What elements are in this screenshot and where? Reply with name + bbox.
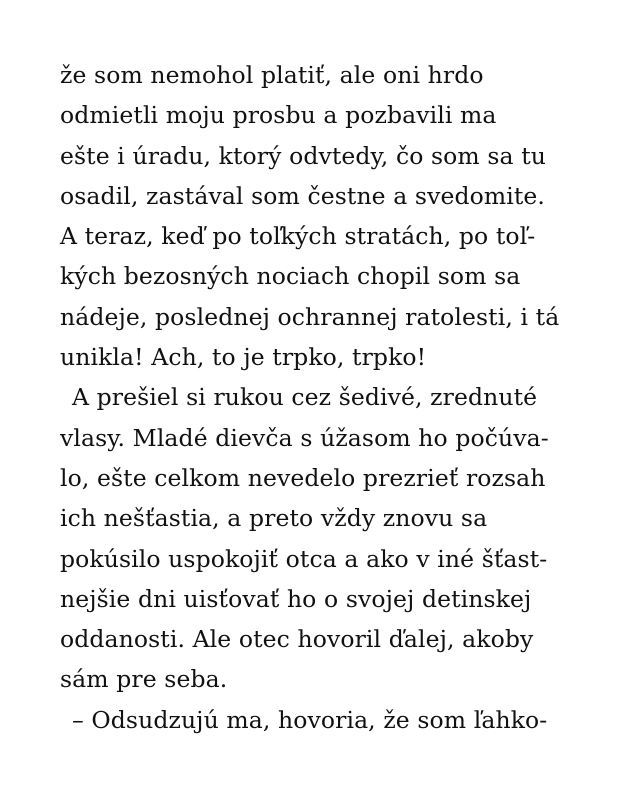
text-line: oddanosti. Ale otec hovoril ďalej, akoby [60,625,534,654]
text-line: sám pre seba. [60,665,228,694]
text-line: A teraz, keď po toľkých stratách, po toľ- [60,222,536,251]
paragraph-start-line: A prešiel si rukou cez šedivé, zrednuté [72,383,538,412]
text-line: odmietli moju prosbu a pozbavili ma [60,101,497,130]
text-line: ich nešťastia, a preto vždy znovu sa [60,504,488,533]
text-line: nejšie dni uisťovať ho o svojej detinskej [60,584,532,613]
text-line: pokúsilo uspokojiť otca a ako v iné šťast- [60,544,548,573]
dialogue-start-line: – Odsudzujú ma, hovoria, že som ľahko- [72,705,548,734]
text-line: vlasy. Mladé dievča s úžasom ho počúva- [60,423,549,452]
text-line: lo, ešte celkom nevedelo prezrieť rozsah [60,463,546,492]
text-line: nádeje, poslednej ochrannej ratolesti, i tá [60,302,560,331]
book-page-text [60,55,600,740]
text-line: unikla! Ach, to je trpko, trpko! [60,343,427,372]
text-line: osadil, zastával som čestne a svedomite. [60,181,545,210]
text-line: že som nemohol platiť, ale oni hrdo [60,61,484,89]
text-line: kých bezosných nociach chopil som sa [60,262,521,291]
text-line: ešte i úradu, ktorý odvtedy, čo som sa tu [60,141,546,170]
